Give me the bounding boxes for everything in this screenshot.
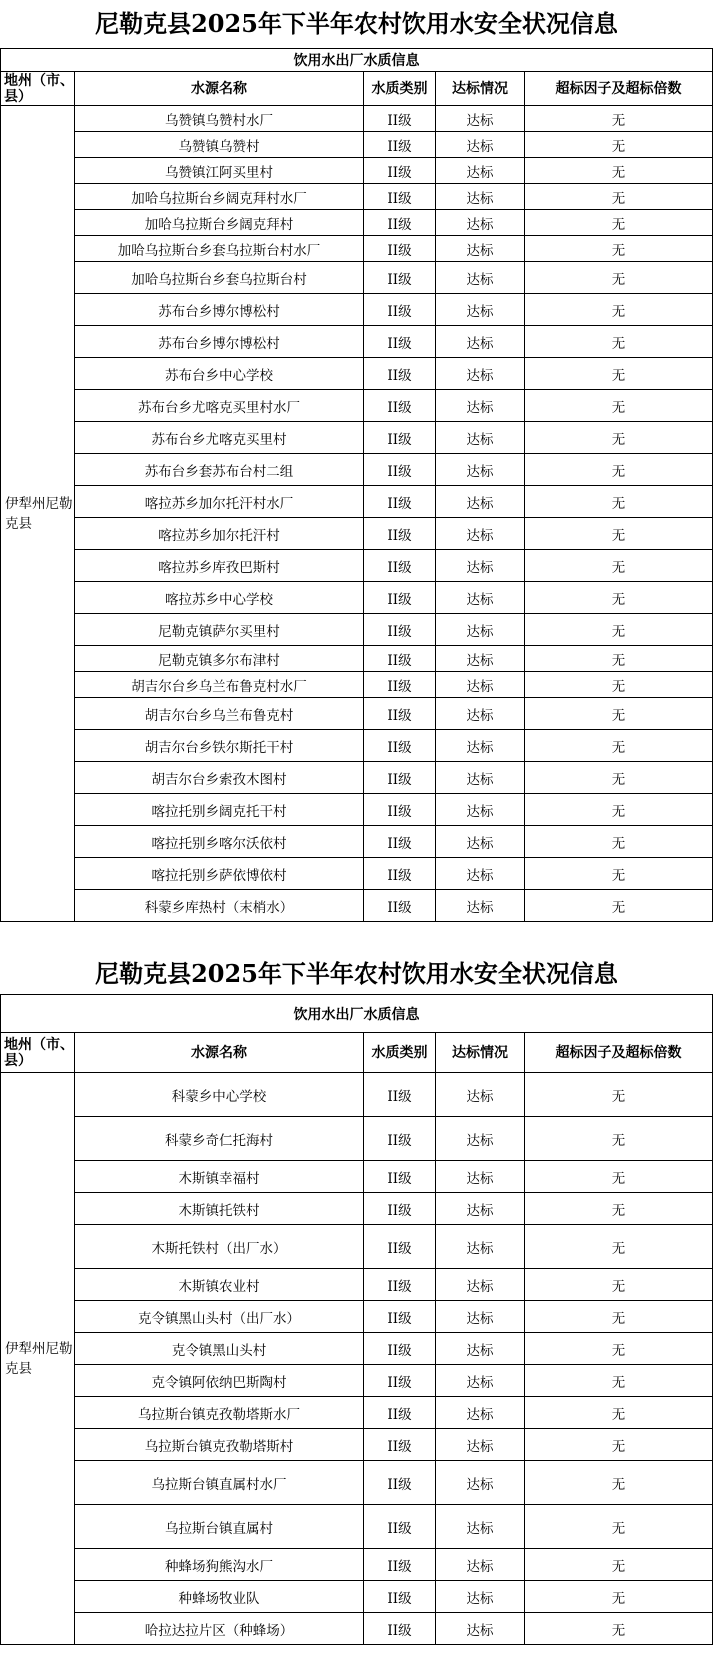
table-row: [1, 1429, 713, 1461]
status-cell: 达标: [436, 236, 525, 262]
table-row: [1, 1117, 713, 1161]
exceed-cell: 无: [525, 1549, 713, 1581]
region-cell: 伊犁州尼勒克县: [1, 1073, 75, 1645]
status-cell: 达标: [436, 326, 525, 358]
water-class-cell: II级: [364, 1397, 436, 1429]
exceed-cell: 无: [525, 236, 713, 262]
water-class-cell: II级: [364, 582, 436, 614]
status-cell: 达标: [436, 422, 525, 454]
status-cell: 达标: [436, 184, 525, 210]
source-name-cell: 喀拉苏乡中心学校: [75, 582, 364, 614]
column-header-region: 地州（市、县）: [1, 72, 75, 106]
exceed-cell: 无: [525, 210, 713, 236]
source-name-cell: 喀拉苏乡加尔托汗村水厂: [75, 486, 364, 518]
status-cell: 达标: [436, 132, 525, 158]
source-name-cell: 乌拉斯台镇克孜勒塔斯水厂: [75, 1397, 364, 1429]
table-row: [1, 1397, 713, 1429]
table-row: [1, 294, 713, 326]
source-name-cell: 喀拉托别乡萨依博依村: [75, 858, 364, 890]
source-name-cell: 喀拉苏乡库孜巴斯村: [75, 550, 364, 582]
exceed-cell: 无: [525, 1461, 713, 1505]
exceed-cell: 无: [525, 326, 713, 358]
table-row: [1, 1301, 713, 1333]
table-row: [1, 422, 713, 454]
source-name-cell: 苏布台乡博尔博松村: [75, 294, 364, 326]
exceed-cell: 无: [525, 1333, 713, 1365]
source-name-cell: 乌拉斯台镇克孜勒塔斯村: [75, 1429, 364, 1461]
water-class-cell: II级: [364, 1193, 436, 1225]
exceed-cell: 无: [525, 262, 713, 294]
exceed-cell: 无: [525, 294, 713, 326]
exceed-cell: 无: [525, 794, 713, 826]
column-header-status: 达标情况: [436, 1033, 525, 1073]
exceed-cell: 无: [525, 106, 713, 132]
status-cell: 达标: [436, 1161, 525, 1193]
water-quality-table: [0, 994, 713, 1645]
water-class-cell: II级: [364, 390, 436, 422]
exceed-cell: 无: [525, 1301, 713, 1333]
region-cell: 伊犁州尼勒克县: [1, 106, 75, 922]
table-row: [1, 486, 713, 518]
table-row: [1, 1549, 713, 1581]
water-class-cell: II级: [364, 358, 436, 390]
exceed-cell: 无: [525, 550, 713, 582]
table-body: [1, 1073, 713, 1645]
exceed-cell: 无: [525, 1581, 713, 1613]
water-class-cell: II级: [364, 294, 436, 326]
water-class-cell: II级: [364, 762, 436, 794]
water-class-cell: II级: [364, 1161, 436, 1193]
water-class-cell: II级: [364, 262, 436, 294]
water-class-cell: II级: [364, 826, 436, 858]
source-name-cell: 种蜂场牧业队: [75, 1581, 364, 1613]
source-name-cell: 加哈乌拉斯台乡套乌拉斯台村水厂: [75, 236, 364, 262]
status-cell: 达标: [436, 614, 525, 646]
exceed-cell: 无: [525, 1397, 713, 1429]
water-class-cell: II级: [364, 158, 436, 184]
water-class-cell: II级: [364, 858, 436, 890]
exceed-cell: 无: [525, 730, 713, 762]
status-cell: 达标: [436, 294, 525, 326]
exceed-cell: 无: [525, 1429, 713, 1461]
water-class-cell: II级: [364, 486, 436, 518]
table-row: [1, 358, 713, 390]
source-name-cell: 胡吉尔台乡乌兰布鲁克村水厂: [75, 672, 364, 698]
table-row: [1, 730, 713, 762]
status-cell: 达标: [436, 550, 525, 582]
column-header-source: 水源名称: [75, 72, 364, 106]
source-name-cell: 加哈乌拉斯台乡套乌拉斯台村: [75, 262, 364, 294]
source-name-cell: 克令镇阿依纳巴斯陶村: [75, 1365, 364, 1397]
table-row: [1, 158, 713, 184]
exceed-cell: 无: [525, 646, 713, 672]
status-cell: 达标: [436, 1397, 525, 1429]
water-class-cell: II级: [364, 794, 436, 826]
water-class-cell: II级: [364, 518, 436, 550]
status-cell: 达标: [436, 1225, 525, 1269]
table-row: [1, 106, 713, 132]
exceed-cell: 无: [525, 184, 713, 210]
table-row: [1, 262, 713, 294]
exceed-cell: 无: [525, 698, 713, 730]
table-row: [1, 794, 713, 826]
table-row: [1, 1505, 713, 1549]
source-name-cell: 胡吉尔台乡乌兰布鲁克村: [75, 698, 364, 730]
exceed-cell: 无: [525, 454, 713, 486]
water-class-cell: II级: [364, 890, 436, 922]
status-cell: 达标: [436, 762, 525, 794]
exceed-cell: 无: [525, 1073, 713, 1117]
water-class-cell: II级: [364, 1461, 436, 1505]
water-class-cell: II级: [364, 698, 436, 730]
status-cell: 达标: [436, 730, 525, 762]
source-name-cell: 乌赞镇乌赞村: [75, 132, 364, 158]
status-cell: 达标: [436, 1269, 525, 1301]
table-row: [1, 826, 713, 858]
column-header-water-class: 水质类别: [364, 72, 436, 106]
table-row: [1, 1073, 713, 1117]
table-row: [1, 1333, 713, 1365]
exceed-cell: 无: [525, 762, 713, 794]
source-name-cell: 乌赞镇乌赞村水厂: [75, 106, 364, 132]
water-class-cell: II级: [364, 422, 436, 454]
status-cell: 达标: [436, 1333, 525, 1365]
table-row: [1, 210, 713, 236]
status-cell: 达标: [436, 1461, 525, 1505]
column-header-water-class: 水质类别: [364, 1033, 436, 1073]
status-cell: 达标: [436, 1549, 525, 1581]
section-header: 饮用水出厂水质信息: [1, 995, 713, 1033]
status-cell: 达标: [436, 486, 525, 518]
table-row: [1, 1581, 713, 1613]
status-cell: 达标: [436, 1073, 525, 1117]
table-row: [1, 672, 713, 698]
table-row: [1, 1365, 713, 1397]
exceed-cell: 无: [525, 486, 713, 518]
table-row: [1, 236, 713, 262]
column-header-region: 地州（市、县）: [1, 1033, 75, 1073]
source-name-cell: 哈拉达拉片区（种蜂场）: [75, 1613, 364, 1645]
source-name-cell: 苏布台乡中心学校: [75, 358, 364, 390]
status-cell: 达标: [436, 1429, 525, 1461]
status-cell: 达标: [436, 106, 525, 132]
exceed-cell: 无: [525, 358, 713, 390]
column-header-exceed: 超标因子及超标倍数: [525, 72, 713, 106]
status-cell: 达标: [436, 858, 525, 890]
table-row: [1, 132, 713, 158]
source-name-cell: 苏布台乡尤喀克买里村: [75, 422, 364, 454]
source-name-cell: 尼勒克镇多尔布津村: [75, 646, 364, 672]
source-name-cell: 喀拉托别乡喀尔沃依村: [75, 826, 364, 858]
status-cell: 达标: [436, 890, 525, 922]
water-class-cell: II级: [364, 730, 436, 762]
source-name-cell: 木斯镇托铁村: [75, 1193, 364, 1225]
status-cell: 达标: [436, 1193, 525, 1225]
table-body: [1, 106, 713, 922]
exceed-cell: 无: [525, 1161, 713, 1193]
exceed-cell: 无: [525, 1225, 713, 1269]
exceed-cell: 无: [525, 1117, 713, 1161]
source-name-cell: 喀拉托别乡阔克托干村: [75, 794, 364, 826]
document-title: 尼勒克县2025年下半年农村饮用水安全状况信息: [95, 959, 618, 988]
source-name-cell: 苏布台乡尤喀克买里村水厂: [75, 390, 364, 422]
status-cell: 达标: [436, 582, 525, 614]
water-class-cell: II级: [364, 1365, 436, 1397]
water-class-cell: II级: [364, 132, 436, 158]
status-cell: 达标: [436, 826, 525, 858]
table-row: [1, 184, 713, 210]
table-row: [1, 1161, 713, 1193]
water-class-cell: II级: [364, 1117, 436, 1161]
table-row: [1, 858, 713, 890]
water-class-cell: II级: [364, 672, 436, 698]
water-class-cell: II级: [364, 326, 436, 358]
source-name-cell: 乌拉斯台镇直属村水厂: [75, 1461, 364, 1505]
column-header-status: 达标情况: [436, 72, 525, 106]
source-name-cell: 木斯托铁村（出厂水）: [75, 1225, 364, 1269]
table-row: [1, 550, 713, 582]
status-cell: 达标: [436, 1117, 525, 1161]
water-class-cell: II级: [364, 1333, 436, 1365]
table-row: [1, 698, 713, 730]
exceed-cell: 无: [525, 390, 713, 422]
water-class-cell: II级: [364, 1269, 436, 1301]
table-row: [1, 390, 713, 422]
source-name-cell: 苏布台乡套苏布台村二组: [75, 454, 364, 486]
status-cell: 达标: [436, 518, 525, 550]
source-name-cell: 种蜂场狗熊沟水厂: [75, 1549, 364, 1581]
source-name-cell: 胡吉尔台乡铁尔斯托干村: [75, 730, 364, 762]
status-cell: 达标: [436, 672, 525, 698]
source-name-cell: 克令镇黑山头村（出厂水）: [75, 1301, 364, 1333]
water-class-cell: II级: [364, 184, 436, 210]
table-row: [1, 582, 713, 614]
status-cell: 达标: [436, 1365, 525, 1397]
water-class-cell: II级: [364, 646, 436, 672]
water-class-cell: II级: [364, 106, 436, 132]
exceed-cell: 无: [525, 132, 713, 158]
table-row: [1, 614, 713, 646]
water-class-cell: II级: [364, 1581, 436, 1613]
table-row: [1, 762, 713, 794]
exceed-cell: 无: [525, 1505, 713, 1549]
table-row: [1, 518, 713, 550]
table-row: [1, 1269, 713, 1301]
status-cell: 达标: [436, 1505, 525, 1549]
water-class-cell: II级: [364, 614, 436, 646]
table-row: [1, 1613, 713, 1645]
water-class-cell: II级: [364, 1613, 436, 1645]
status-cell: 达标: [436, 794, 525, 826]
source-name-cell: 乌赞镇江阿买里村: [75, 158, 364, 184]
status-cell: 达标: [436, 390, 525, 422]
table-row: [1, 326, 713, 358]
water-class-cell: II级: [364, 1549, 436, 1581]
exceed-cell: 无: [525, 1269, 713, 1301]
exceed-cell: 无: [525, 1193, 713, 1225]
water-class-cell: II级: [364, 1429, 436, 1461]
column-header-exceed: 超标因子及超标倍数: [525, 1033, 713, 1073]
source-name-cell: 克令镇黑山头村: [75, 1333, 364, 1365]
exceed-cell: 无: [525, 614, 713, 646]
source-name-cell: 科蒙乡库热村（末梢水）: [75, 890, 364, 922]
water-class-cell: II级: [364, 236, 436, 262]
table-row: [1, 454, 713, 486]
column-header-source: 水源名称: [75, 1033, 364, 1073]
status-cell: 达标: [436, 1613, 525, 1645]
water-class-cell: II级: [364, 1073, 436, 1117]
exceed-cell: 无: [525, 158, 713, 184]
water-class-cell: II级: [364, 550, 436, 582]
status-cell: 达标: [436, 454, 525, 486]
source-name-cell: 加哈乌拉斯台乡阔克拜村: [75, 210, 364, 236]
exceed-cell: 无: [525, 890, 713, 922]
water-quality-table: [0, 48, 713, 922]
source-name-cell: 乌拉斯台镇直属村: [75, 1505, 364, 1549]
source-name-cell: 科蒙乡奇仁托海村: [75, 1117, 364, 1161]
section-header: 饮用水出厂水质信息: [1, 49, 713, 72]
water-class-cell: II级: [364, 1301, 436, 1333]
table-row: [1, 1225, 713, 1269]
exceed-cell: 无: [525, 1365, 713, 1397]
source-name-cell: 加哈乌拉斯台乡阔克拜村水厂: [75, 184, 364, 210]
water-class-cell: II级: [364, 1505, 436, 1549]
water-class-cell: II级: [364, 454, 436, 486]
status-cell: 达标: [436, 1301, 525, 1333]
status-cell: 达标: [436, 158, 525, 184]
table-row: [1, 1461, 713, 1505]
exceed-cell: 无: [525, 582, 713, 614]
source-name-cell: 胡吉尔台乡索孜木图村: [75, 762, 364, 794]
table-row: [1, 646, 713, 672]
water-class-cell: II级: [364, 1225, 436, 1269]
source-name-cell: 科蒙乡中心学校: [75, 1073, 364, 1117]
source-name-cell: 木斯镇幸福村: [75, 1161, 364, 1193]
exceed-cell: 无: [525, 672, 713, 698]
exceed-cell: 无: [525, 422, 713, 454]
status-cell: 达标: [436, 262, 525, 294]
table-row: [1, 1193, 713, 1225]
document-title: 尼勒克县2025年下半年农村饮用水安全状况信息: [95, 9, 618, 38]
source-name-cell: 喀拉苏乡加尔托汗村: [75, 518, 364, 550]
exceed-cell: 无: [525, 1613, 713, 1645]
exceed-cell: 无: [525, 826, 713, 858]
table-row: [1, 890, 713, 922]
source-name-cell: 木斯镇农业村: [75, 1269, 364, 1301]
status-cell: 达标: [436, 646, 525, 672]
exceed-cell: 无: [525, 518, 713, 550]
status-cell: 达标: [436, 1581, 525, 1613]
exceed-cell: 无: [525, 858, 713, 890]
water-class-cell: II级: [364, 210, 436, 236]
status-cell: 达标: [436, 358, 525, 390]
source-name-cell: 苏布台乡博尔博松村: [75, 326, 364, 358]
source-name-cell: 尼勒克镇萨尔买里村: [75, 614, 364, 646]
status-cell: 达标: [436, 698, 525, 730]
status-cell: 达标: [436, 210, 525, 236]
